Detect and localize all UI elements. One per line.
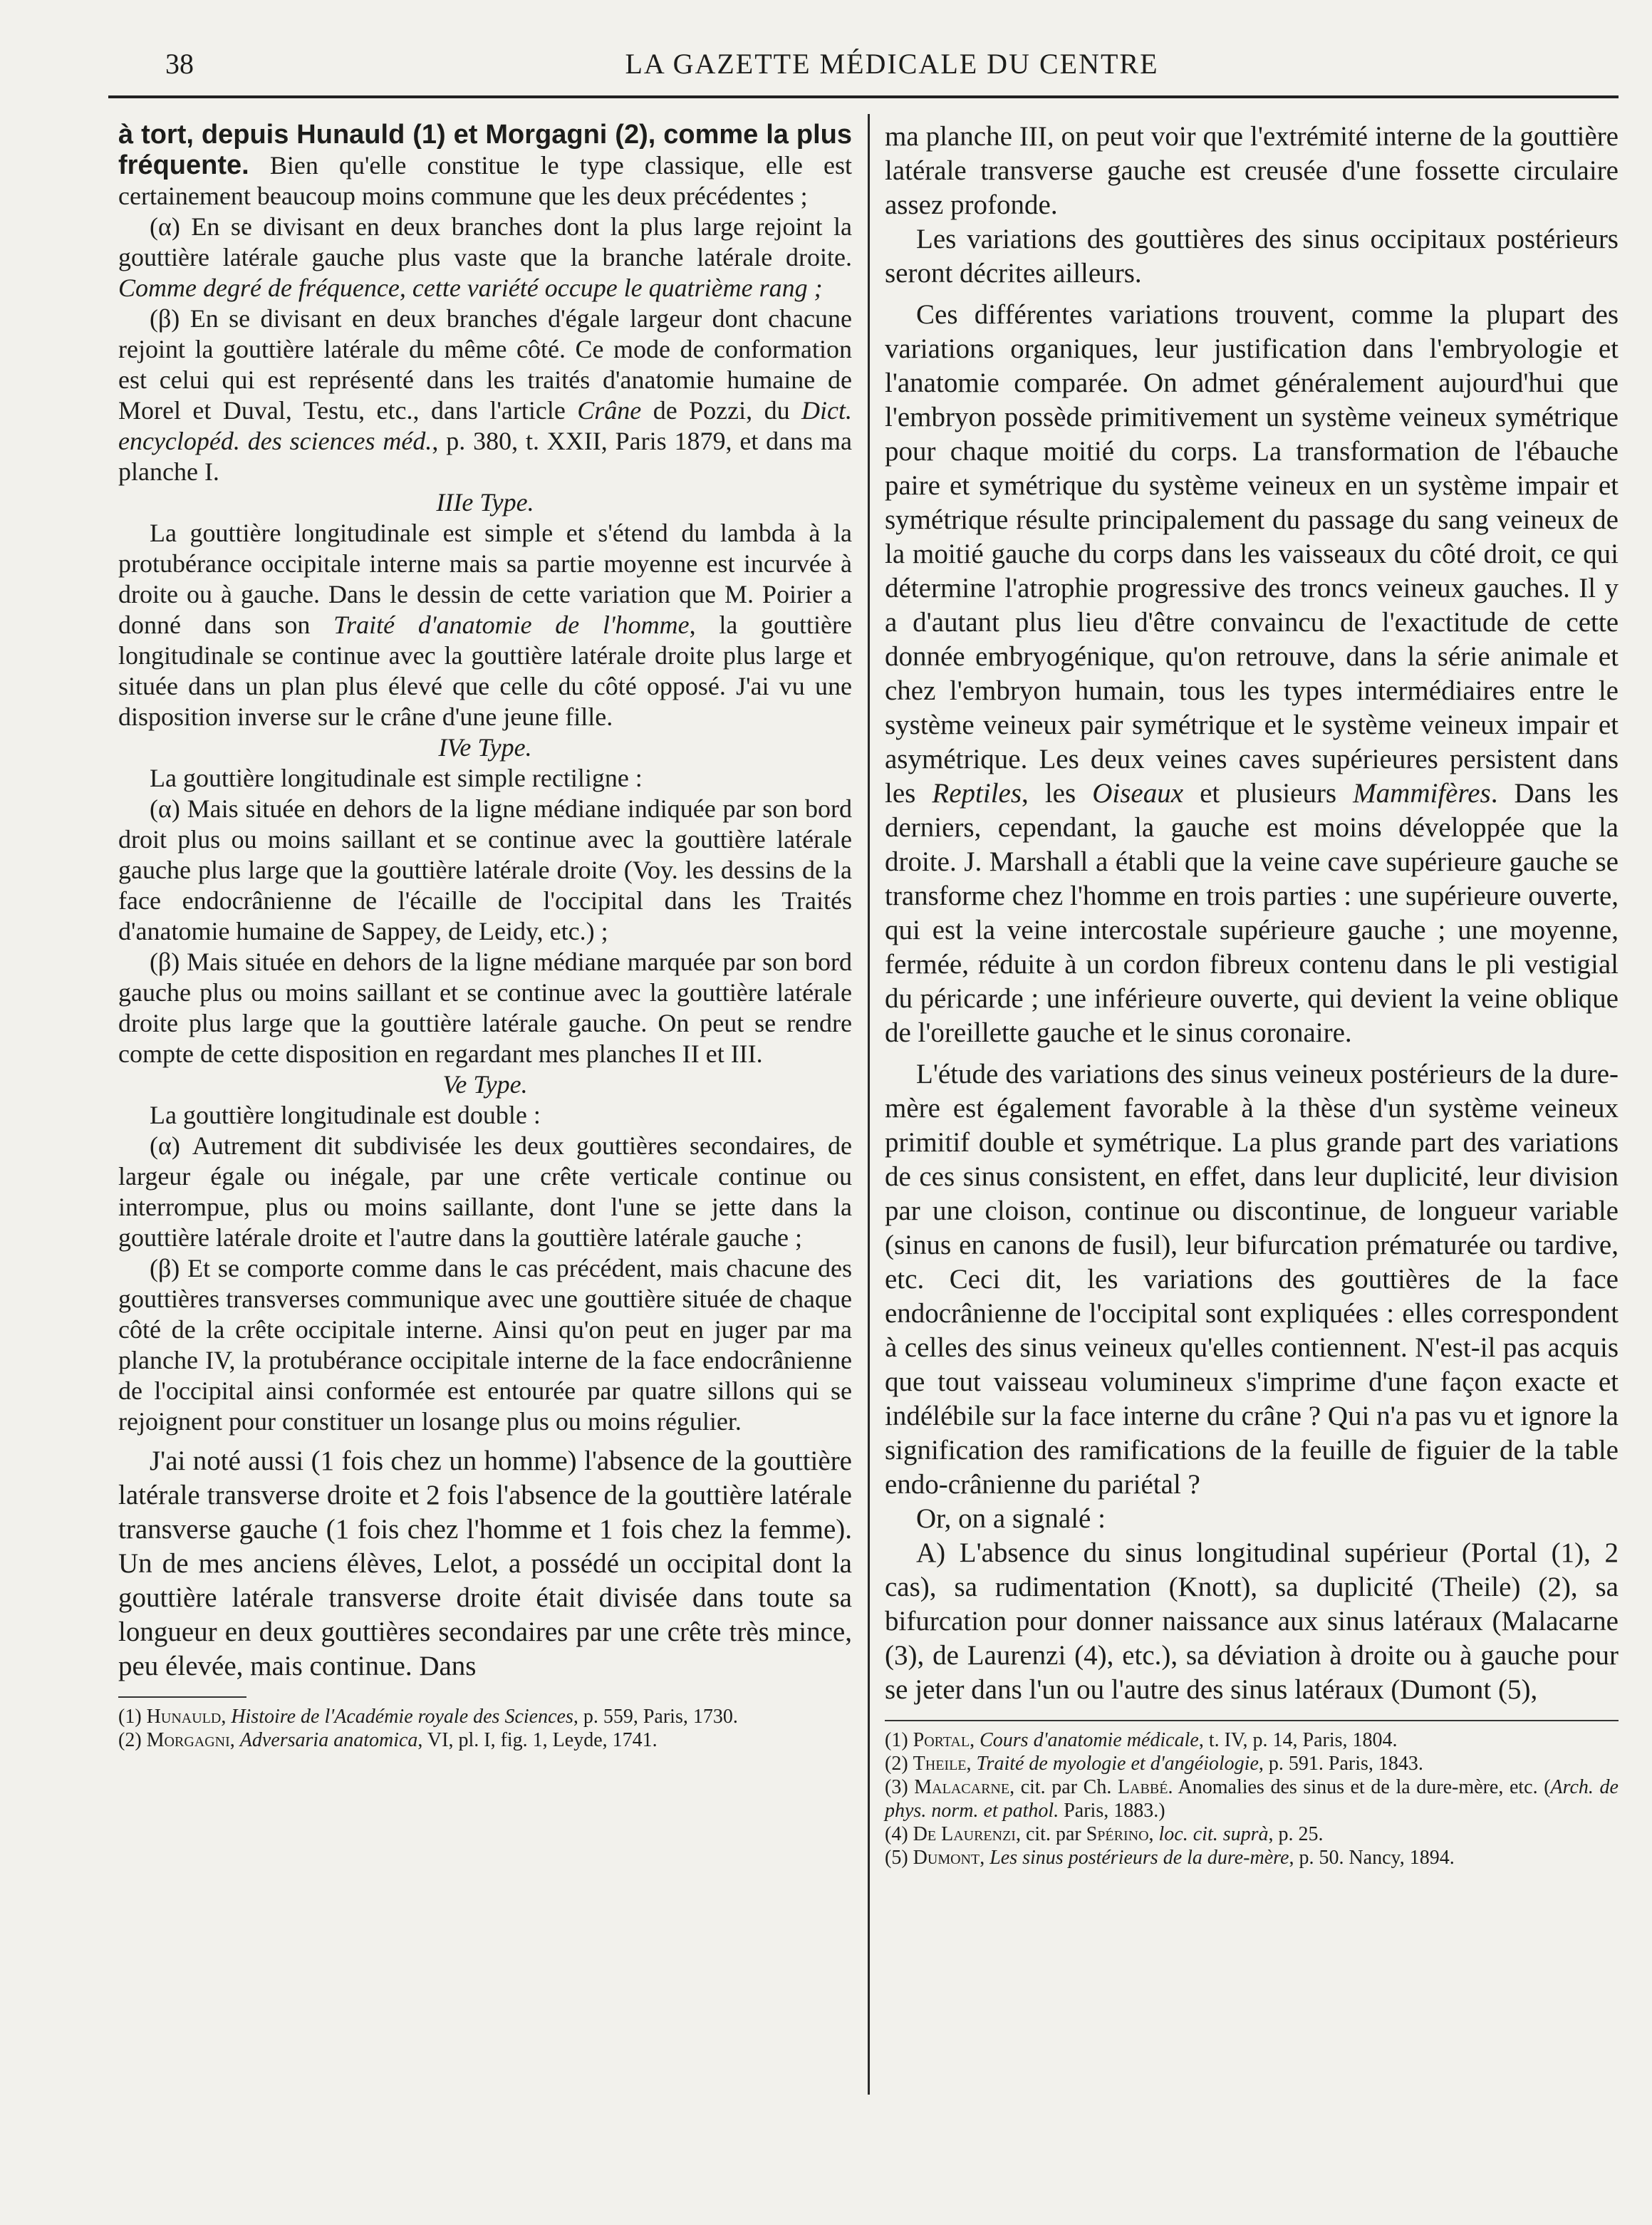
section-heading: IIIe Type.: [436, 488, 534, 517]
text: , p. 591. Paris, 1843.: [1258, 1753, 1423, 1775]
author-name: Malacarne: [914, 1776, 1010, 1798]
italic-text: Crâne: [577, 396, 642, 425]
footnote-number: (2): [885, 1753, 913, 1775]
italic-text: Traité de myologie et d'angéiologie: [976, 1753, 1259, 1775]
author-name: Spérino: [1086, 1823, 1149, 1845]
text: . Anomalies des sinus et de la dure-mère, etc. (: [1168, 1776, 1551, 1798]
text: , les: [1022, 778, 1093, 809]
text: . Dans les derniers, cependant, la gauche est moins développée que la droite. J. Marshall a établi que la veine cave supérieure gauche se transforme chez l'homme en trois parties : une supérieure ouverte, qui est la veine intercostale supérieure gauche ; une moyenne, fermée, réduite à un cordon fibreux contenu dans le pli vestigial du péricarde ; une inférieure ouverte, qui devient la veine oblique de l'oreillette gauche et le sinus coronaire.: [885, 778, 1619, 1048]
text: , t. IV, p. 14, Paris, 1804.: [1198, 1729, 1398, 1751]
column-divider: [868, 114, 870, 2095]
paragraph: Les variations des gouttières des sinus occipitaux postérieurs seront décrites ailleurs.: [885, 224, 1619, 289]
footnote-number: (1): [885, 1729, 913, 1751]
text: Bien qu'elle constitue le type classique, elle est certainement beaucoup moins commune que les deux précédentes ;: [118, 151, 852, 210]
author-name: Morgagni: [146, 1729, 230, 1751]
text: , p. 25.: [1268, 1823, 1324, 1845]
paragraph: La gouttière longitudinale est double :: [150, 1101, 541, 1129]
left-column: [118, 120, 852, 1752]
footnote-rule: [885, 1720, 1619, 1721]
footnote-number: (2): [118, 1729, 147, 1751]
paragraph: [118, 212, 852, 304]
page-number: 38: [165, 48, 194, 80]
italic-text: Adversaria anatomica: [239, 1729, 418, 1751]
paragraph: (α) Autrement dit subdivisée les deux gouttières secondaires, de largeur égale ou inégale, par une crête verticale continue ou interrompue, plus ou moins saillante, dont l'une se jette dans la gouttière latérale droite et l'autre dans la gouttière latérale gauche ;: [118, 1131, 852, 1252]
paragraph: J'ai noté aussi (1 fois chez un homme) l'absence de la gouttière latérale transverse droite et 2 fois l'absence de la gouttière latérale transverse gauche (1 fois chez l'homme et 1 fois chez la femme). Un de mes anciens élèves, Lelot, a possédé un occipital dont la gouttière latérale transverse droite était divisée dans toute sa longueur en deux gouttières secondaires par une crête très mince, peu élevée, mais continue. Dans: [118, 1446, 852, 1681]
page-header: [165, 44, 1619, 87]
italic-text: Traité d'anatomie de l'homme: [333, 611, 690, 639]
text: (β) En se divisant en deux branches d'égale largeur dont chacune rejoint la gouttière latérale du même côté. Ce mode de conformation est celui qui est représenté dans les traités d'anatomie humaine de Morel et Duval, Testu, etc., dans l'article: [118, 304, 852, 425]
right-column: [885, 120, 1619, 1869]
footnote: (5) Dumont, Les sinus postérieurs de la dure-mère, p. 50. Nancy, 1894.: [885, 1847, 1455, 1869]
paragraph: L'étude des variations des sinus veineux postérieurs de la dure-mère est également favorable à la thèse d'un système veineux primitif double et symétrique. La plus grande part des variations de ces sinus consistent, en effet, dans leur duplicité, leur division par une cloison, continue ou discontinue, de longueur variable (sinus en canons de fusil), leur bifurcation prématurée ou tardive, etc. Ceci dit, les variations des gouttières de la face endocrânienne de l'occipital sont expliquées : elles correspondent à celles des sinus veineux qu'elles contiennent. N'est-il pas acquis que tout vaisseau volumineux s'imprime d'une façon exacte et indélébile sur la face interne du crâne ? Qui n'a pas vu et ignore la signification des ramifications de la feuille de figuier de la table endo-crânienne du pariétal ?: [885, 1059, 1619, 1500]
text: de Pozzi, du: [641, 396, 802, 425]
header-rule: [108, 95, 1619, 98]
journal-title: LA GAZETTE MÉDICALE DU CENTRE: [625, 48, 1159, 80]
author-name: Labbé: [1117, 1776, 1168, 1798]
italic-text: Cours d'anatomie médicale: [980, 1729, 1199, 1751]
italic-text: Mammifères: [1353, 778, 1491, 809]
paragraph: A) L'absence du sinus longitudinal supérieur (Portal (1), 2 cas), sa rudimentation (Knott), sa duplicité (Theile) (2), sa bifurcation pour donner naissance aux sinus latéraux (Malacarne (3), de Laurenzi (4), etc.), sa déviation à droite ou à gauche pour se jeter dans l'un ou l'autre des sinus latéraux (Dumont (5),: [885, 1537, 1619, 1705]
paragraph: (β) Et se comporte comme dans le cas précédent, mais chacune des gouttières transverses communique avec une gouttière située de chaque côté de la crête occipitale interne. Ainsi qu'on peut en juger par ma planche IV, la protubérance occipitale interne de la face endocrânienne de l'occipital ainsi conformée est entourée par quatre sillons qui se rejoignent pour constituer un losange plus ou moins régulier.: [118, 1254, 852, 1436]
paragraph: (β) Mais située en dehors de la ligne médiane marquée par son bord gauche plus ou moins saillant et se continue avec la gouttière latérale droite plus large que la gouttière latérale gauche. On peut se rendre compte de cette disposition en regardant mes planches II et III.: [118, 948, 852, 1068]
text: Ces différentes variations trouvent, comme la plupart des variations organiques, leur justification dans l'embryologie et l'anatomie comparée. On admet généralement aujourd'hui que l'embryon possède primitivement un système veineux symétrique pour chaque moitié du corps. La transformation de l'ébauche paire et symétrique du système veineux en un système impair et symétrique résulte principalement du passage du sang veineux de la moitié gauche du corps dans les vaisseaux du côté droit, ce qui détermine l'atrophie progressive des troncs veineux gauches. Il y a d'autant plus lieu d'être convaincu de l'exactitude de cette donnée embryogénique, qu'on retrouve, dans la série animale et chez l'embryon humain, tous les types intermédiaires entre le système veineux pair symétrique et le système veineux impair et asymétrique. Les deux veines caves supérieures persistent dans les: [885, 299, 1619, 809]
paragraph: [118, 518, 852, 732]
author-name: Dumont: [913, 1847, 980, 1869]
author-name: Hunauld: [146, 1706, 222, 1728]
footnote-number: (1): [118, 1706, 147, 1728]
paragraph: ma planche III, on peut voir que l'extrémité interne de la gouttière latérale transverse gauche est creusée d'une fossette circulaire assez profonde.: [885, 121, 1619, 220]
footnote: (1) Portal, Cours d'anatomie médicale, t. IV, p. 14, Paris, 1804.: [885, 1729, 1398, 1751]
italic-text: Dict. encyclopéd. des sciences méd.: [118, 396, 852, 455]
author-name: De Laurenzi: [913, 1823, 1016, 1845]
text: , la gouttière longitudinale se continue avec la gouttière latérale droite plus large et située dans un plan plus élevé que celle du côté opposé. J'ai vu une disposition inverse sur le crâne d'une jeune fille.: [118, 611, 852, 731]
text: (α) En se divisant en deux branches dont la plus large rejoint la gouttière latérale gauche plus vaste que la branche latérale droite.: [118, 212, 852, 271]
footnote-number: (3): [885, 1776, 915, 1798]
italic-text: Oiseaux: [1092, 778, 1184, 809]
italic-text: Les sinus postérieurs de la dure-mère: [989, 1847, 1289, 1869]
section-heading: Ve Type.: [442, 1070, 528, 1099]
text: La gouttière longitudinale est simple et s'étend du lambda à la protubérance occipitale interne mais sa partie moyenne est incurvée à droite ou à gauche. Dans le dessin de cette variation que M. Poirier a donné dans son: [118, 519, 852, 639]
italic-text: Reptiles: [932, 778, 1022, 809]
text: et plusieurs: [1183, 778, 1354, 809]
text: , p. 559, Paris, 1730.: [573, 1706, 738, 1728]
paragraph: La gouttière longitudinale est simple rectiligne :: [150, 764, 643, 792]
text: , cit. par: [1015, 1823, 1086, 1845]
footnote-number: (4): [885, 1823, 913, 1845]
footnote: [885, 1775, 1619, 1822]
italic-text: Histoire de l'Académie royale des Sciences: [231, 1706, 573, 1728]
author-name: Theile: [913, 1753, 967, 1775]
author-name: Portal: [913, 1729, 970, 1751]
text: Paris, 1883.): [1059, 1800, 1165, 1822]
footnote-rule: [118, 1696, 246, 1698]
footnote: (2) Theile, Traité de myologie et d'angéiologie, p. 591. Paris, 1843.: [885, 1753, 1423, 1775]
text: , p. 380, t. XXII, Paris 1879, et dans ma planche I.: [118, 427, 852, 486]
paragraph: Or, on a signalé :: [916, 1503, 1106, 1534]
footnote-number: (5): [885, 1847, 913, 1869]
italic-text: Comme degré de fréquence, cette variété occupe le quatrième rang ;: [118, 274, 823, 302]
footnote: (1) Hunauld, Histoire de l'Académie royale des Sciences, p. 559, Paris, 1730.: [118, 1706, 738, 1728]
footnote: (2) Morgagni, Adversaria anatomica, VI, pl. I, fig. 1, Leyde, 1741.: [118, 1729, 658, 1751]
text: , cit. par Ch.: [1009, 1776, 1118, 1798]
paragraph: [118, 304, 852, 487]
italic-text: Arch. de phys. norm. et pathol.: [885, 1776, 1619, 1822]
lead-text: à tort, depuis Hunauld (1) et Morgagni (2), comme la plus fréquente.: [118, 120, 852, 180]
paragraph: [885, 298, 1619, 1050]
paragraph: [118, 120, 852, 212]
text: , VI, pl. I, fig. 1, Leyde, 1741.: [417, 1729, 658, 1751]
text: , p. 50. Nancy, 1894.: [1289, 1847, 1455, 1869]
italic-text: loc. cit. suprà: [1158, 1823, 1269, 1845]
section-heading: IVe Type.: [438, 733, 532, 762]
footnote: [885, 1822, 1619, 1846]
text: ,: [1148, 1823, 1159, 1845]
paragraph: (α) Mais située en dehors de la ligne médiane indiquée par son bord droit plus ou moins saillant et se continue avec la gouttière latérale gauche plus large que la gouttière latérale droite (Voy. les dessins de la face endocrânienne de l'écaille de l'occipital dans les Traités d'anatomie humaine de Sappey, de Leidy, etc.) ;: [118, 794, 852, 945]
